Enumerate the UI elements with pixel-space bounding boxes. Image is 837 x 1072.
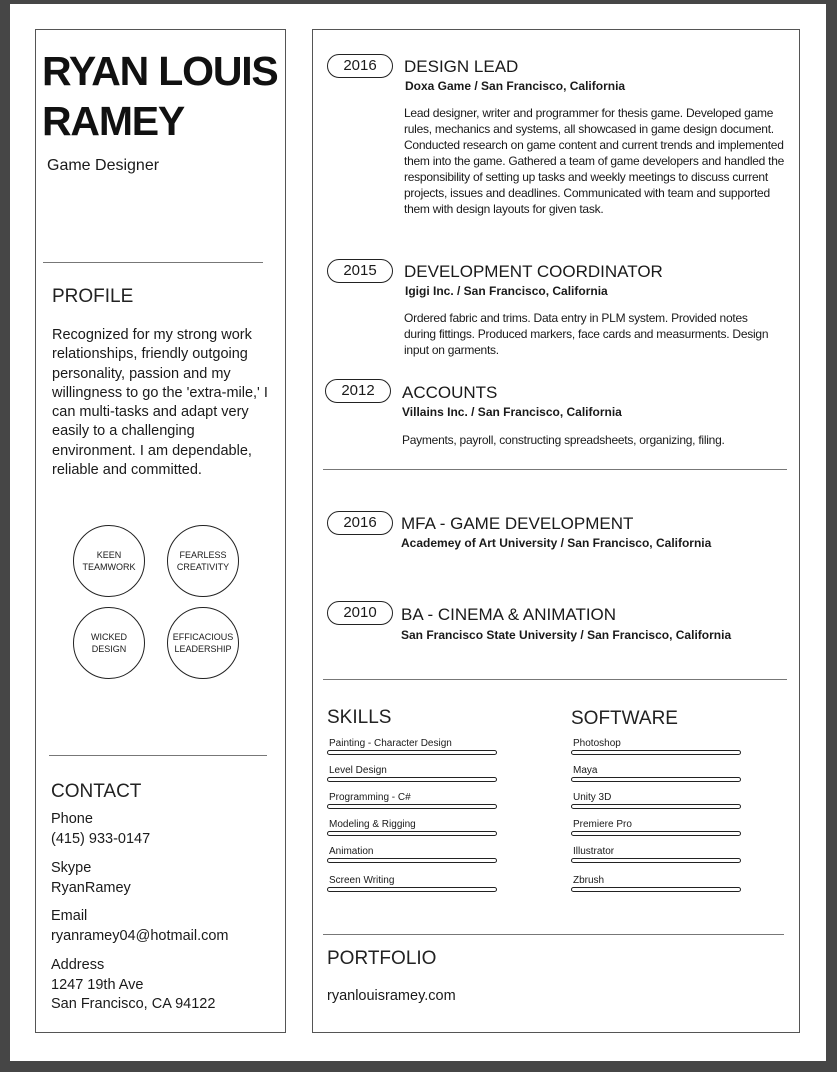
contact-heading: CONTACT (51, 781, 142, 802)
skill-level-bar (571, 858, 741, 863)
year-badge: 2010 (327, 601, 393, 625)
skill-level-bar (571, 887, 741, 892)
skill-item (327, 875, 497, 892)
skill-item (327, 846, 497, 863)
school: Academey of Art University / San Francisco, California (401, 536, 712, 550)
skill-label: Premiere Pro (573, 819, 632, 830)
job-title: Game Designer (47, 157, 160, 174)
skill-item (327, 792, 497, 809)
skill-level-bar (327, 777, 497, 782)
name-line-1: RYAN LOUIS (42, 48, 278, 94)
contact-skype: Skype RyanRamey (51, 860, 131, 896)
portfolio-link[interactable]: ryanlouisramey.com (327, 988, 456, 1004)
year-badge: 2015 (327, 259, 393, 283)
trait-circle (73, 607, 145, 679)
degree-title: BA - CINEMA & ANIMATION (401, 605, 617, 624)
skills-heading: SKILLS (327, 707, 392, 728)
skill-level-bar (571, 831, 741, 836)
skill-label: Screen Writing (329, 875, 395, 886)
skill-label: Unity 3D (573, 792, 612, 803)
skill-item (327, 738, 497, 755)
trait-circle (167, 607, 239, 679)
trait-circle (167, 525, 239, 597)
software-heading: SOFTWARE (571, 708, 678, 729)
skill-label: Zbrush (573, 875, 605, 886)
divider (43, 262, 263, 263)
trait-line: CREATIVITY (176, 562, 230, 572)
software-item (571, 738, 741, 755)
skill-item (327, 765, 497, 782)
job-title: ACCOUNTS (402, 383, 498, 402)
trait-line: TEAMWORK (82, 562, 136, 572)
profile-text: Recognized for my strong work relationships, friendly outgoing personality, passion and my willingness to go the 'extra-mile,' I can multi-tasks and adapt very easily to a challenging environment. I am dependable, reliable and committed. (52, 327, 268, 479)
skill-level-bar (327, 750, 497, 755)
skill-label: Programming - C# (329, 792, 411, 803)
software-item (571, 875, 741, 892)
school: San Francisco State University / San Francisco, California (401, 628, 732, 642)
software-item (571, 819, 741, 836)
skill-label: Level Design (329, 765, 387, 776)
year-badge: 2016 (327, 54, 393, 78)
job-description: Lead designer, writer and programmer for thesis game. Developed game rules, mechanics and systems, all showcased in game design document. Conducted research on game content and current trends and implemented them into the game. Gathered a team of game developers and handled the responsibility of setting up tasks and weekly meetings to discuss current projects, issues and deadlines. Communicated with team and supported them with design layouts for given task. (404, 106, 785, 216)
job-description: Payments, payroll, constructing spreadsheets, organizing, filing. (402, 433, 725, 447)
divider (49, 755, 267, 756)
profile-heading: PROFILE (52, 286, 134, 307)
job-title: DEVELOPMENT COORDINATOR (404, 262, 663, 281)
contact-phone: Phone (415) 933-0147 (51, 811, 151, 847)
year-badge: 2016 (327, 511, 393, 535)
software-item (571, 846, 741, 863)
skill-level-bar (571, 777, 741, 782)
contact-address: Address 1247 19th Ave San Francisco, CA 94122 (51, 957, 216, 1012)
skill-label: Painting - Character Design (329, 738, 452, 749)
skill-label: Modeling & Rigging (329, 819, 416, 830)
email-link[interactable]: ryanramey04@hotmail.com (51, 927, 229, 944)
resume-name (42, 46, 278, 146)
skill-label: Animation (329, 846, 374, 857)
software-item (571, 765, 741, 782)
trait-circle (73, 525, 145, 597)
trait-line: EFFICACIOUS (172, 632, 234, 642)
portfolio-heading: PORTFOLIO (327, 948, 437, 969)
divider (323, 679, 787, 680)
skill-level-bar (327, 831, 497, 836)
contact-email: Email ryanramey04@hotmail.com (51, 907, 229, 946)
degree-title: MFA - GAME DEVELOPMENT (401, 514, 634, 533)
skill-label: Maya (573, 765, 598, 776)
divider (323, 469, 787, 470)
trait-line: KEEN (96, 550, 122, 560)
trait-line: FEARLESS (179, 550, 227, 560)
year-badge: 2012 (325, 379, 391, 403)
trait-line: DESIGN (91, 644, 127, 654)
software-item (571, 792, 741, 809)
skill-level-bar (327, 887, 497, 892)
trait-line: LEADERSHIP (174, 644, 232, 654)
company: Doxa Game / San Francisco, California (405, 79, 626, 93)
skill-level-bar (571, 804, 741, 809)
job-title: DESIGN LEAD (404, 57, 519, 76)
company: Villains Inc. / San Francisco, California (402, 405, 622, 419)
skill-label: Photoshop (573, 738, 621, 749)
skill-item (327, 819, 497, 836)
skill-level-bar (327, 858, 497, 863)
trait-line: WICKED (91, 632, 127, 642)
right-column (312, 29, 800, 1033)
skill-level-bar (571, 750, 741, 755)
name-line-2: RAMEY (42, 98, 185, 144)
company: Igigi Inc. / San Francisco, California (405, 284, 608, 298)
skill-label: Illustrator (573, 846, 615, 857)
divider (323, 934, 784, 935)
skill-level-bar (327, 804, 497, 809)
left-column (35, 29, 286, 1033)
job-description: Ordered fabric and trims. Data entry in PLM system. Provided notes during fittings. Produced markers, face cards and measurments. Design input on garments. (404, 311, 769, 357)
